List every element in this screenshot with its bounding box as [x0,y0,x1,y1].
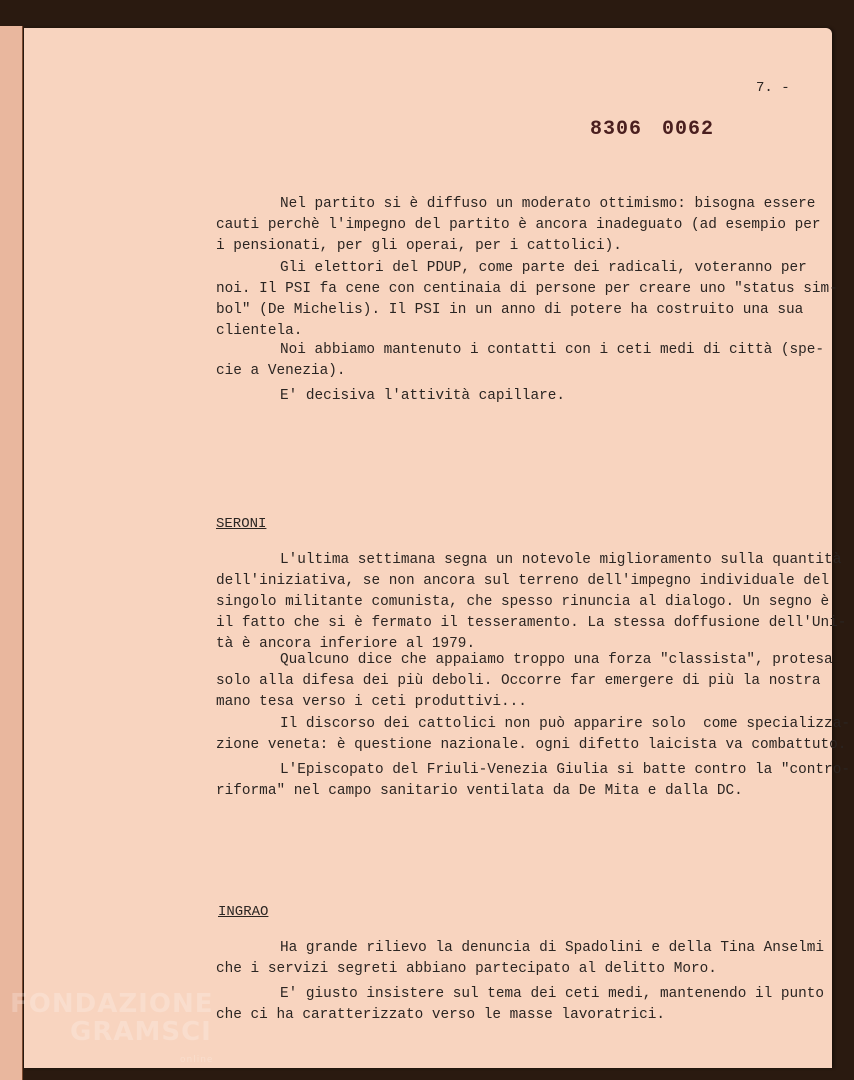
stamp-number-2: 0062 [662,118,715,141]
paragraph [216,760,850,802]
text-line: solo alla difesa dei più deboli. Occorre far emergere di più la nostra [216,673,821,689]
text-line: tà è ancora inferiore al 1979. [216,636,476,652]
section-heading-ingrao: INGRAO [218,904,269,920]
text-line: i pensionati, per gli operai, per i cattolici). [216,238,622,254]
stamp-number-1: 8306 [590,118,643,141]
paragraph [216,938,825,980]
text-line: L'ultima settimana segna un notevole miglioramento sulla quantità [280,552,842,568]
text-line: Qualcuno dice che appaiamo troppo una forza "classista", protesa [280,652,833,668]
left-page-edge [0,26,23,1080]
paragraph [216,650,833,713]
text-line: L'Episcopato del Friuli-Venezia Giulia si batte contro la "contro- [280,762,850,778]
paragraph [216,550,847,655]
text-line: il fatto che si è fermato il tesseramento. La stessa doffusione dell'Uni- [216,615,847,631]
paragraph [216,984,825,1026]
paragraph [216,714,850,756]
text-line: cie a Venezia). [216,363,346,379]
text-line: Gli elettori del PDUP, come parte dei radicali, voteranno per [280,260,807,276]
paragraph [216,386,786,407]
text-line: Nel partito si è diffuso un moderato ottimismo: bisogna essere [280,196,816,212]
text-line: Ha grande rilievo la denuncia di Spadolini e della Tina Anselmi [280,940,825,956]
text-line: mano tesa verso i ceti produttivi... [216,694,527,710]
text-line: zione veneta: è questione nazionale. ogni difetto laicista va combattuto. [216,737,847,753]
paragraph [216,258,838,342]
paragraph [216,194,821,257]
text-line: E' giusto insistere sul tema dei ceti medi, mantenendo il punto [280,986,825,1002]
text-line: noi. Il PSI fa cene con centinaia di persone per creare uno "status sim- [216,281,838,297]
watermark-line-3: online [180,1055,214,1065]
text-line: clientela. [216,323,303,339]
document-page [24,28,850,1068]
watermark-line-2: GRAMSCI [70,1017,212,1047]
text-line: cauti perchè l'impegno del partito è ancora inadeguato (ad esempio per [216,217,821,233]
text-line: riforma" nel campo sanitario ventilata da De Mita e dalla DC. [216,783,743,799]
archive-stamp [590,118,734,141]
text-line: singolo militante comunista, che spesso rinuncia al dialogo. Un segno è [216,594,830,610]
text-line: dell'iniziativa, se non ancora sul terreno dell'impegno individuale del [216,573,830,589]
text-line: E' decisiva l'attività capillare. [280,388,565,404]
text-line: Noi abbiamo mantenuto i contatti con i ceti medi di città (spe- [280,342,825,358]
text-line: bol" (De Michelis). Il PSI in un anno di potere ha costruito una sua [216,302,804,318]
text-line: Il discorso dei cattolici non può apparire solo come specializza- [280,716,850,732]
text-line: che ci ha caratterizzato verso le masse lavoratrici. [216,1007,666,1023]
text-line: che i servizi segreti abbiano partecipato al delitto Moro. [216,961,717,977]
section-heading-seroni: SERONI [216,516,267,532]
watermark-line-1: FONDAZIONE [10,989,214,1019]
page-number: 7. - [756,80,790,96]
fondazione-gramsci-watermark [10,990,213,1074]
paragraph [216,340,825,382]
